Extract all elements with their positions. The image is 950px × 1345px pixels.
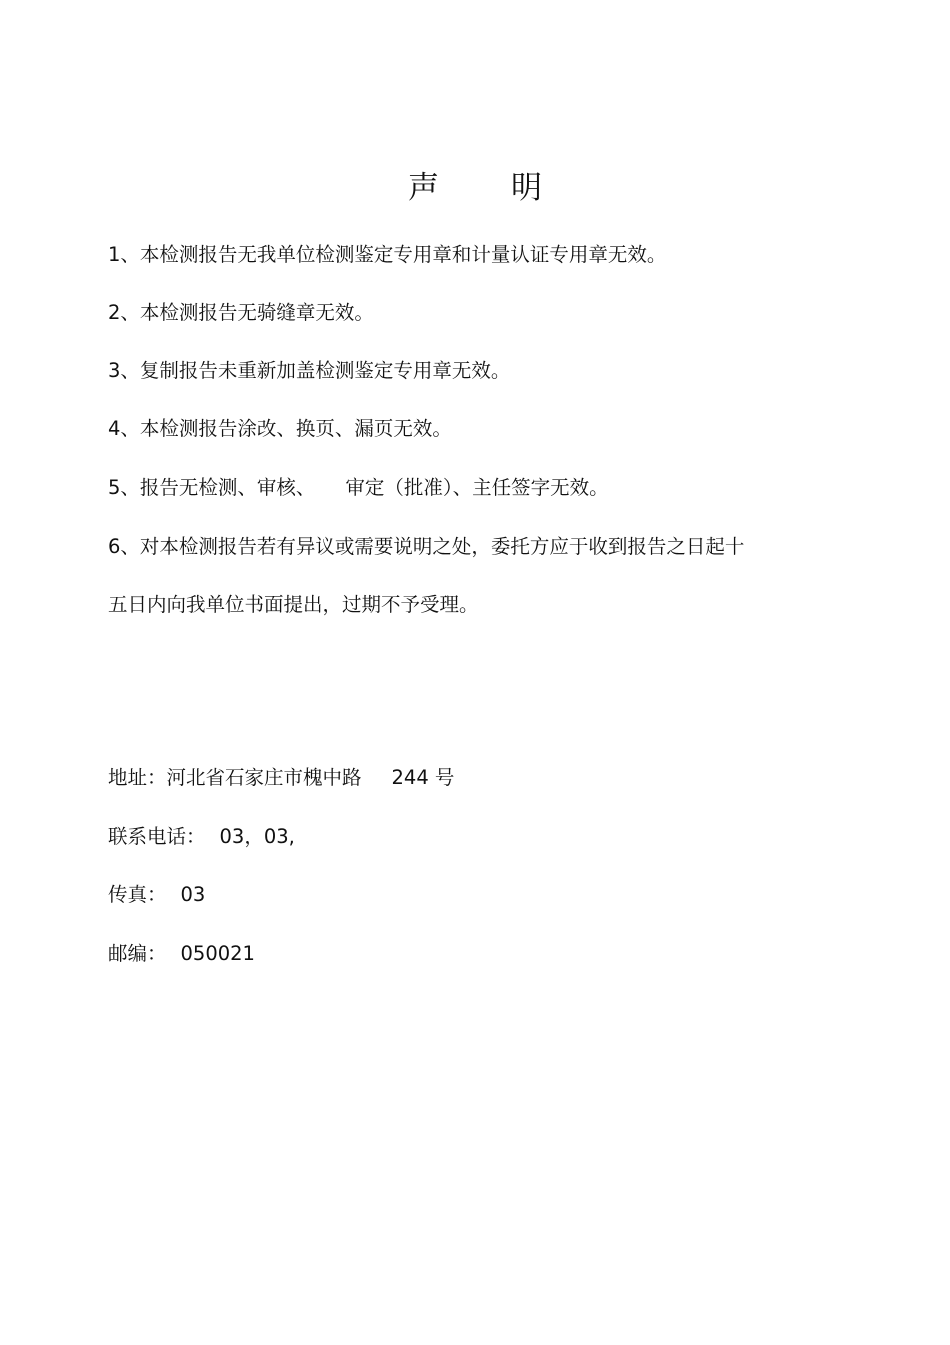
- title-left-char: 声: [408, 170, 439, 206]
- address-label: 地址：河北省石家庄市槐中路: [108, 766, 362, 789]
- fax-label: 传真：: [108, 883, 167, 906]
- fax-line: [108, 882, 205, 908]
- statement-6-line-1: 6、对本检测报告若有异议或需要说明之处，委托方应于收到报告之日起十: [108, 535, 745, 558]
- phone-value: 03，03,: [219, 825, 295, 848]
- page-title: [0, 166, 950, 210]
- phone-line: [108, 824, 295, 850]
- statement-2: 2、本检测报告无骑缝章无效。: [108, 301, 374, 324]
- statement-5-part-2: 审定（批准）、主任签字无效。: [345, 476, 609, 499]
- phone-label: 联系电话：: [108, 825, 206, 848]
- title-right-char: 明: [511, 170, 542, 206]
- fax-value: 03: [180, 883, 206, 906]
- statement-1: 1、本检测报告无我单位检测鉴定专用章和计量认证专用章无效。: [108, 243, 667, 266]
- statement-6-line-2: 五日内向我单位书面提出，过期不予受理。: [108, 593, 479, 616]
- statement-4: 4、本检测报告涂改、换页、漏页无效。: [108, 417, 452, 440]
- statement-3: 3、复制报告未重新加盖检测鉴定专用章无效。: [108, 359, 511, 382]
- postcode-value: 050021: [180, 942, 255, 965]
- statement-5-part-1: 5、报告无检测、审核、: [108, 476, 316, 499]
- postcode-line: [108, 941, 255, 967]
- address-line: [108, 765, 454, 791]
- address-number: 244 号: [391, 766, 455, 789]
- postcode-label: 邮编：: [108, 942, 167, 965]
- statement-5: [108, 475, 609, 501]
